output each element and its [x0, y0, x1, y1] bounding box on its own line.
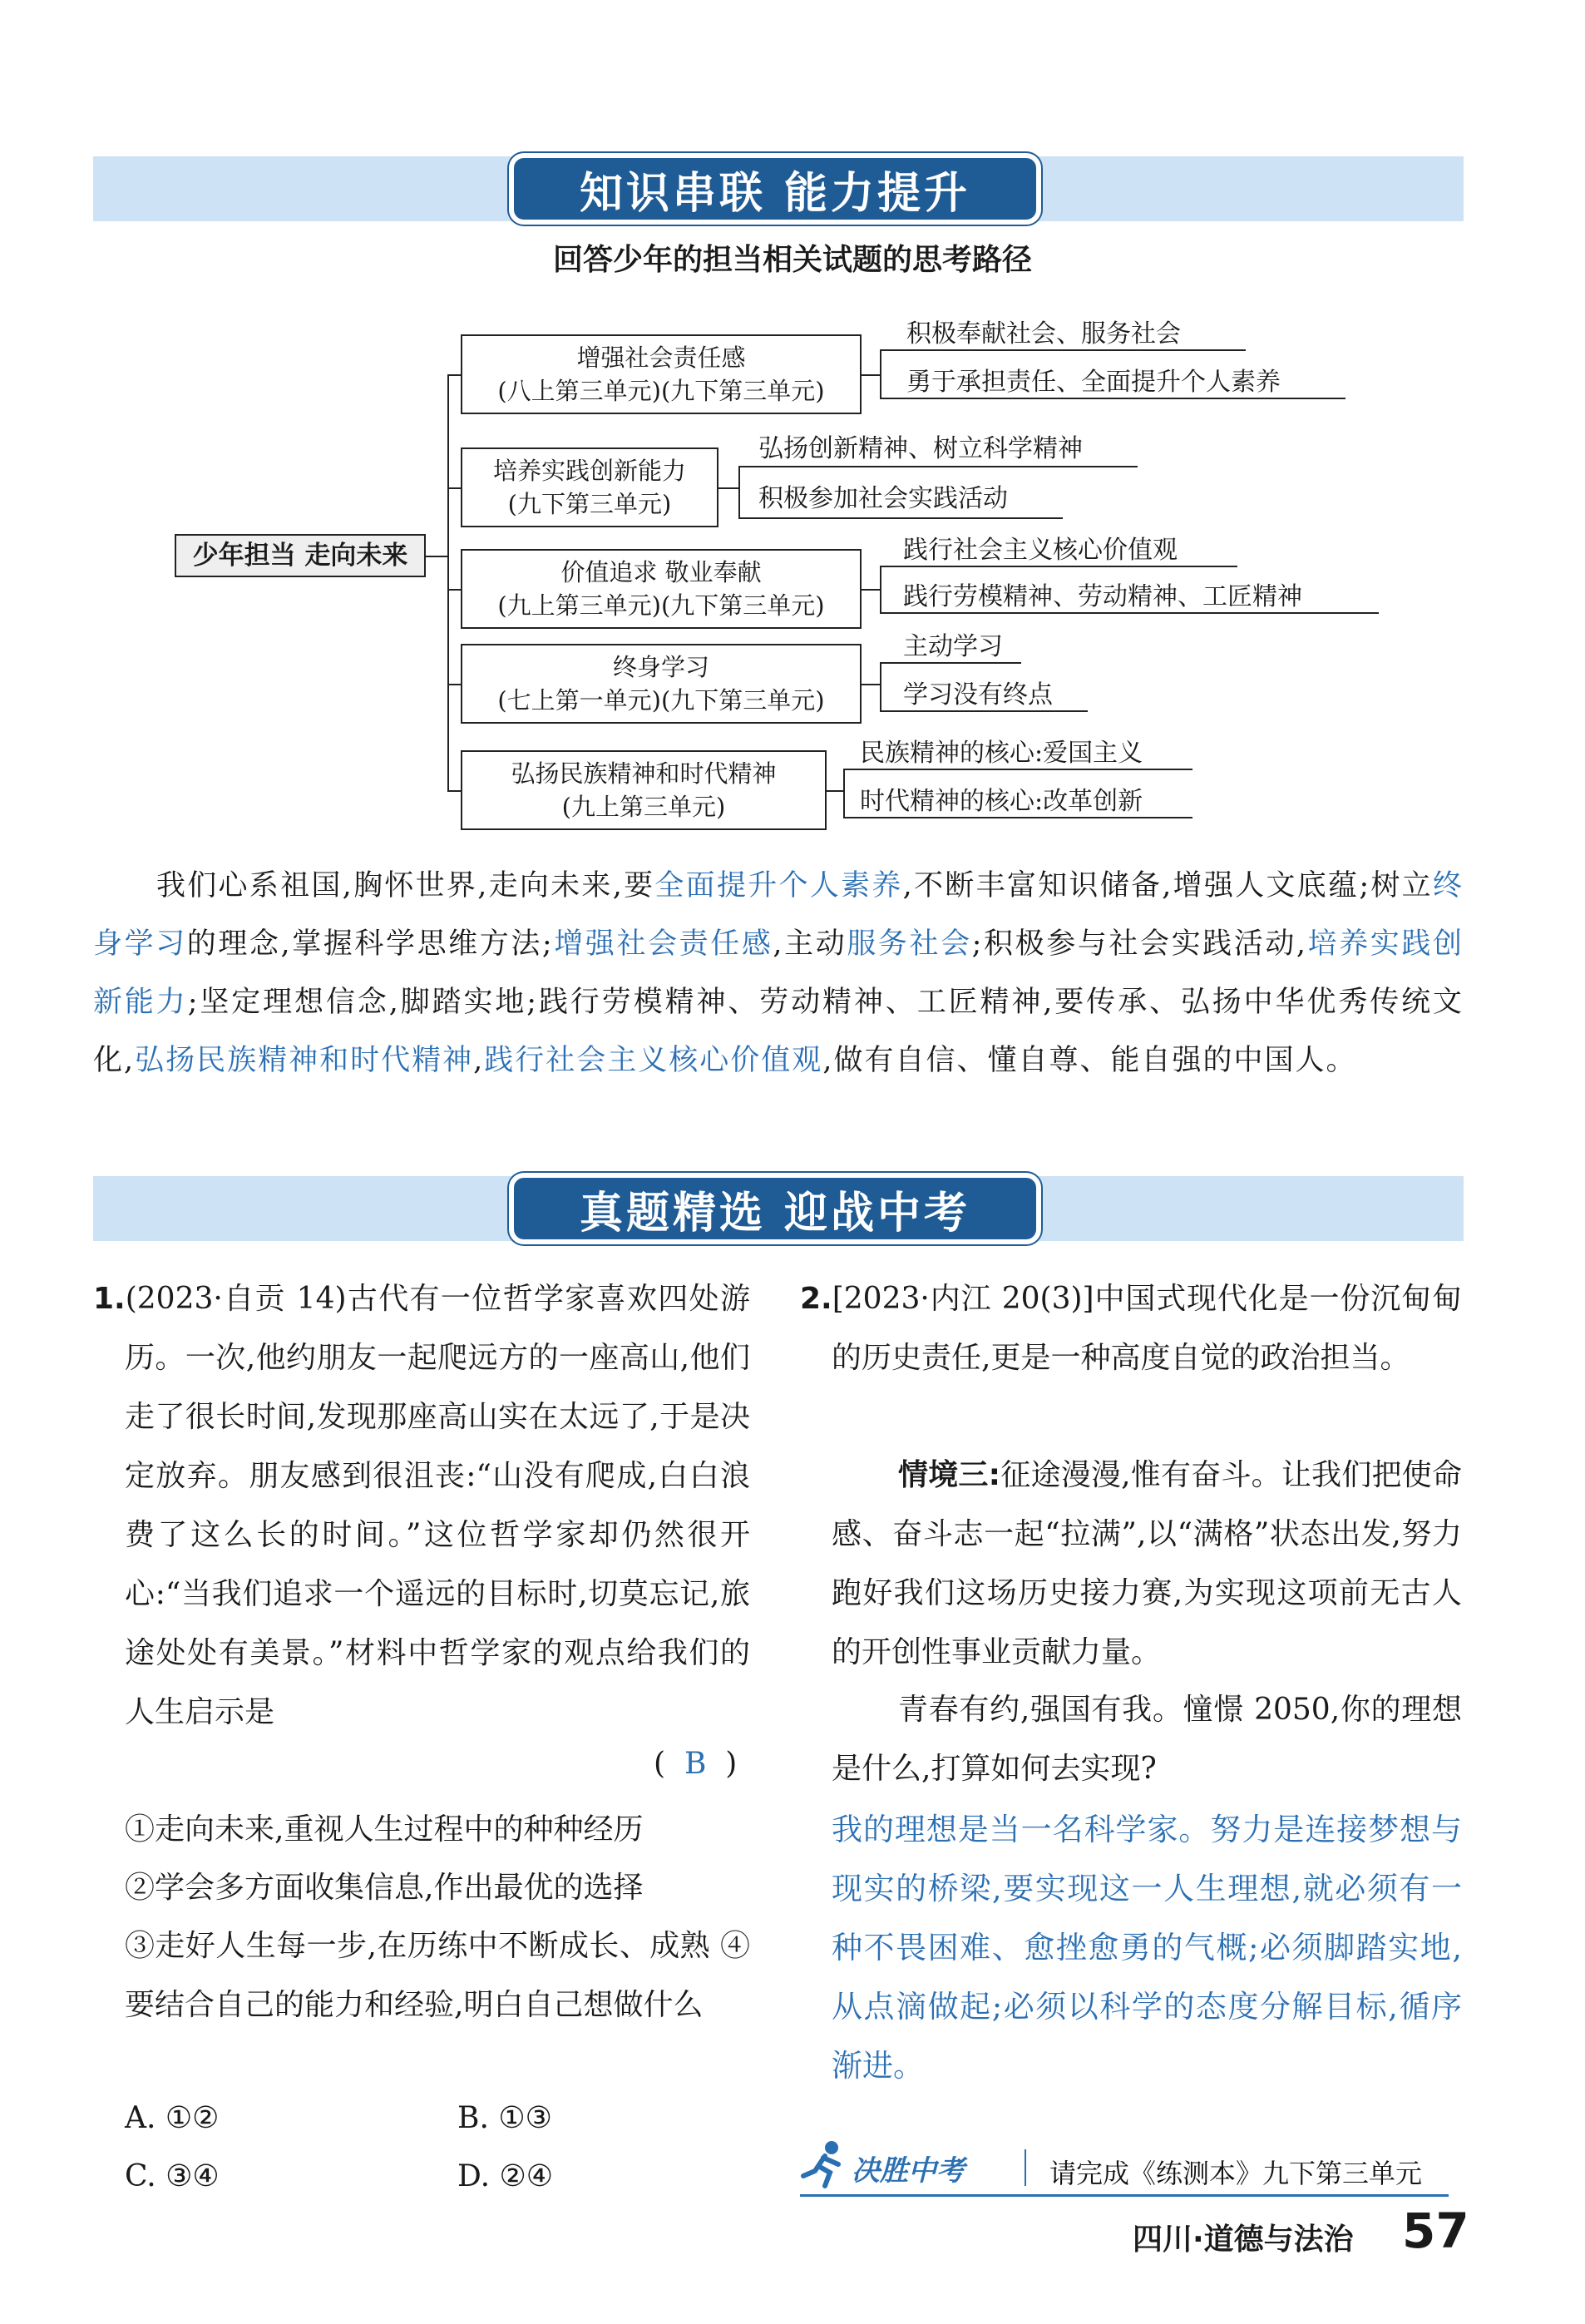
branch-node-national-spirit: 弘扬民族精神和时代精神 (九上第三单元)	[461, 750, 827, 830]
diagram-title: 回答少年的担当相关试题的思考路径	[552, 243, 1032, 277]
section-banner-knowledge	[93, 156, 1464, 221]
question-1-option-d: D. ②④	[457, 2159, 554, 2193]
summary-paragraph: 我们心系祖国,胸怀世界,走向未来,要全面提升个人素养,不断丰富知识储备,增强人文底蕴;树立终身学习的理念,掌握科学思维方法;增强社会责任感,主动服务社会;积极参与社会实践活动,培养实践创新能力;坚定理想信念,脚踏实地;践行劳模精神、劳动精神、工匠精神,要传承、弘扬中华优秀传统文化,弘扬民族精神和时代精神,践行社会主义核心价值观,做有自信、懂自尊、能自强的中国人。	[93, 869, 1464, 1077]
footer-rule	[800, 2194, 1449, 2197]
question-1-item: ①走向未来,重视人生过程中的种种经历	[125, 1812, 644, 1847]
question-1-option-a: A. ①②	[125, 2101, 220, 2135]
section-title-exam: 真题精选 迎战中考	[509, 1173, 1041, 1244]
question-2-prompt: 青春有约,强国有我。憧憬 2050,你的理想是什么,打算如何去实现?	[832, 1693, 1462, 1786]
footer-divider	[1025, 2149, 1026, 2186]
question-2-scene: 情境三:征途漫漫,惟有奋斗。让我们把使命感、奋斗志一起“拉满”,以“满格”状态出发,努力跑好我们这场历史接力赛,为实现这项前无古人的开创性事业贡献力量。	[832, 1458, 1462, 1669]
runner-icon	[800, 2139, 848, 2189]
branch-node-responsibility: 增强社会责任感 (八上第三单元)(九下第三单元)	[461, 334, 862, 414]
section-banner-exam	[93, 1176, 1464, 1241]
leaf-text: 时代精神的核心:改革创新	[860, 787, 1143, 816]
footer-note: 请完成《练测本》九下第三单元	[1049, 2158, 1423, 2189]
section-title-knowledge: 知识串联 能力提升	[509, 153, 1041, 225]
leaf-text: 积极奉献社会、服务社会	[906, 319, 1181, 349]
question-1-answer: B	[684, 1747, 707, 1781]
leaf-text: 学习没有终点	[903, 680, 1053, 710]
footer-logo: 决胜中考	[852, 2154, 965, 2188]
mind-map-root: 少年担当 走向未来	[175, 534, 426, 577]
leaf-text: 践行社会主义核心价值观	[903, 536, 1178, 565]
question-1-option-c: C. ③④	[125, 2159, 220, 2193]
page-label: 四川·道德与法治	[1133, 2223, 1354, 2257]
leaf-text: 积极参加社会实践活动	[758, 484, 1008, 513]
question-2-answer: 我的理想是当一名科学家。努力是连接梦想与现实的桥梁,要实现这一人生理想,就必须有一种不畏困难、愈挫愈勇的气概;必须脚踏实地,从点滴做起;必须以科学的态度分解目标,循序渐进。	[832, 1812, 1462, 2084]
branch-node-innovation: 培养实践创新能力 (九下第三单元)	[461, 447, 718, 527]
leaf-text: 主动学习	[903, 632, 1003, 661]
question-1-item: ③走好人生每一步,在历练中不断成长、成熟 ④要结合自己的能力和经验,明白自己想做什么	[125, 1929, 750, 2022]
question-1-item: ②学会多方面收集信息,作出最优的选择	[125, 1871, 644, 1905]
leaf-text: 践行劳模精神、劳动精神、工匠精神	[903, 582, 1302, 611]
branch-node-lifelong-learning: 终身学习 (七上第一单元)(九下第三单元)	[461, 644, 862, 724]
question-1-answer-bracket: ( B )	[654, 1747, 738, 1781]
branch-node-values: 价值追求 敬业奉献 (九上第三单元)(九下第三单元)	[461, 549, 862, 629]
question-1-option-b: B. ①③	[457, 2101, 552, 2135]
question-2-stem: 2.[2023·内江 20(3)]中国式现代化是一份沉甸甸的历史责任,更是一种高度自觉的政治担当。	[800, 1282, 1462, 1375]
leaf-text: 勇于承担责任、全面提升个人素养	[906, 368, 1281, 397]
leaf-text: 弘扬创新精神、树立科学精神	[758, 434, 1083, 463]
question-1-stem: 1.(2023·自贡 14)古代有一位哲学家喜欢四处游历。一次,他约朋友一起爬远方的一座高山,他们走了很长时间,发现那座高山实在太远了,于是决定放弃。朋友感到很沮丧:“山没有爬成,白白浪费了这么长的时间。”这位哲学家却仍然很开心:“当我们追求一个遥远的目标时,切莫忘记,旅途处处有美景。”材料中哲学家的观点给我们的人生启示是	[93, 1282, 750, 1729]
page-number: 57	[1402, 2203, 1469, 2259]
leaf-text: 民族精神的核心:爱国主义	[860, 739, 1143, 768]
